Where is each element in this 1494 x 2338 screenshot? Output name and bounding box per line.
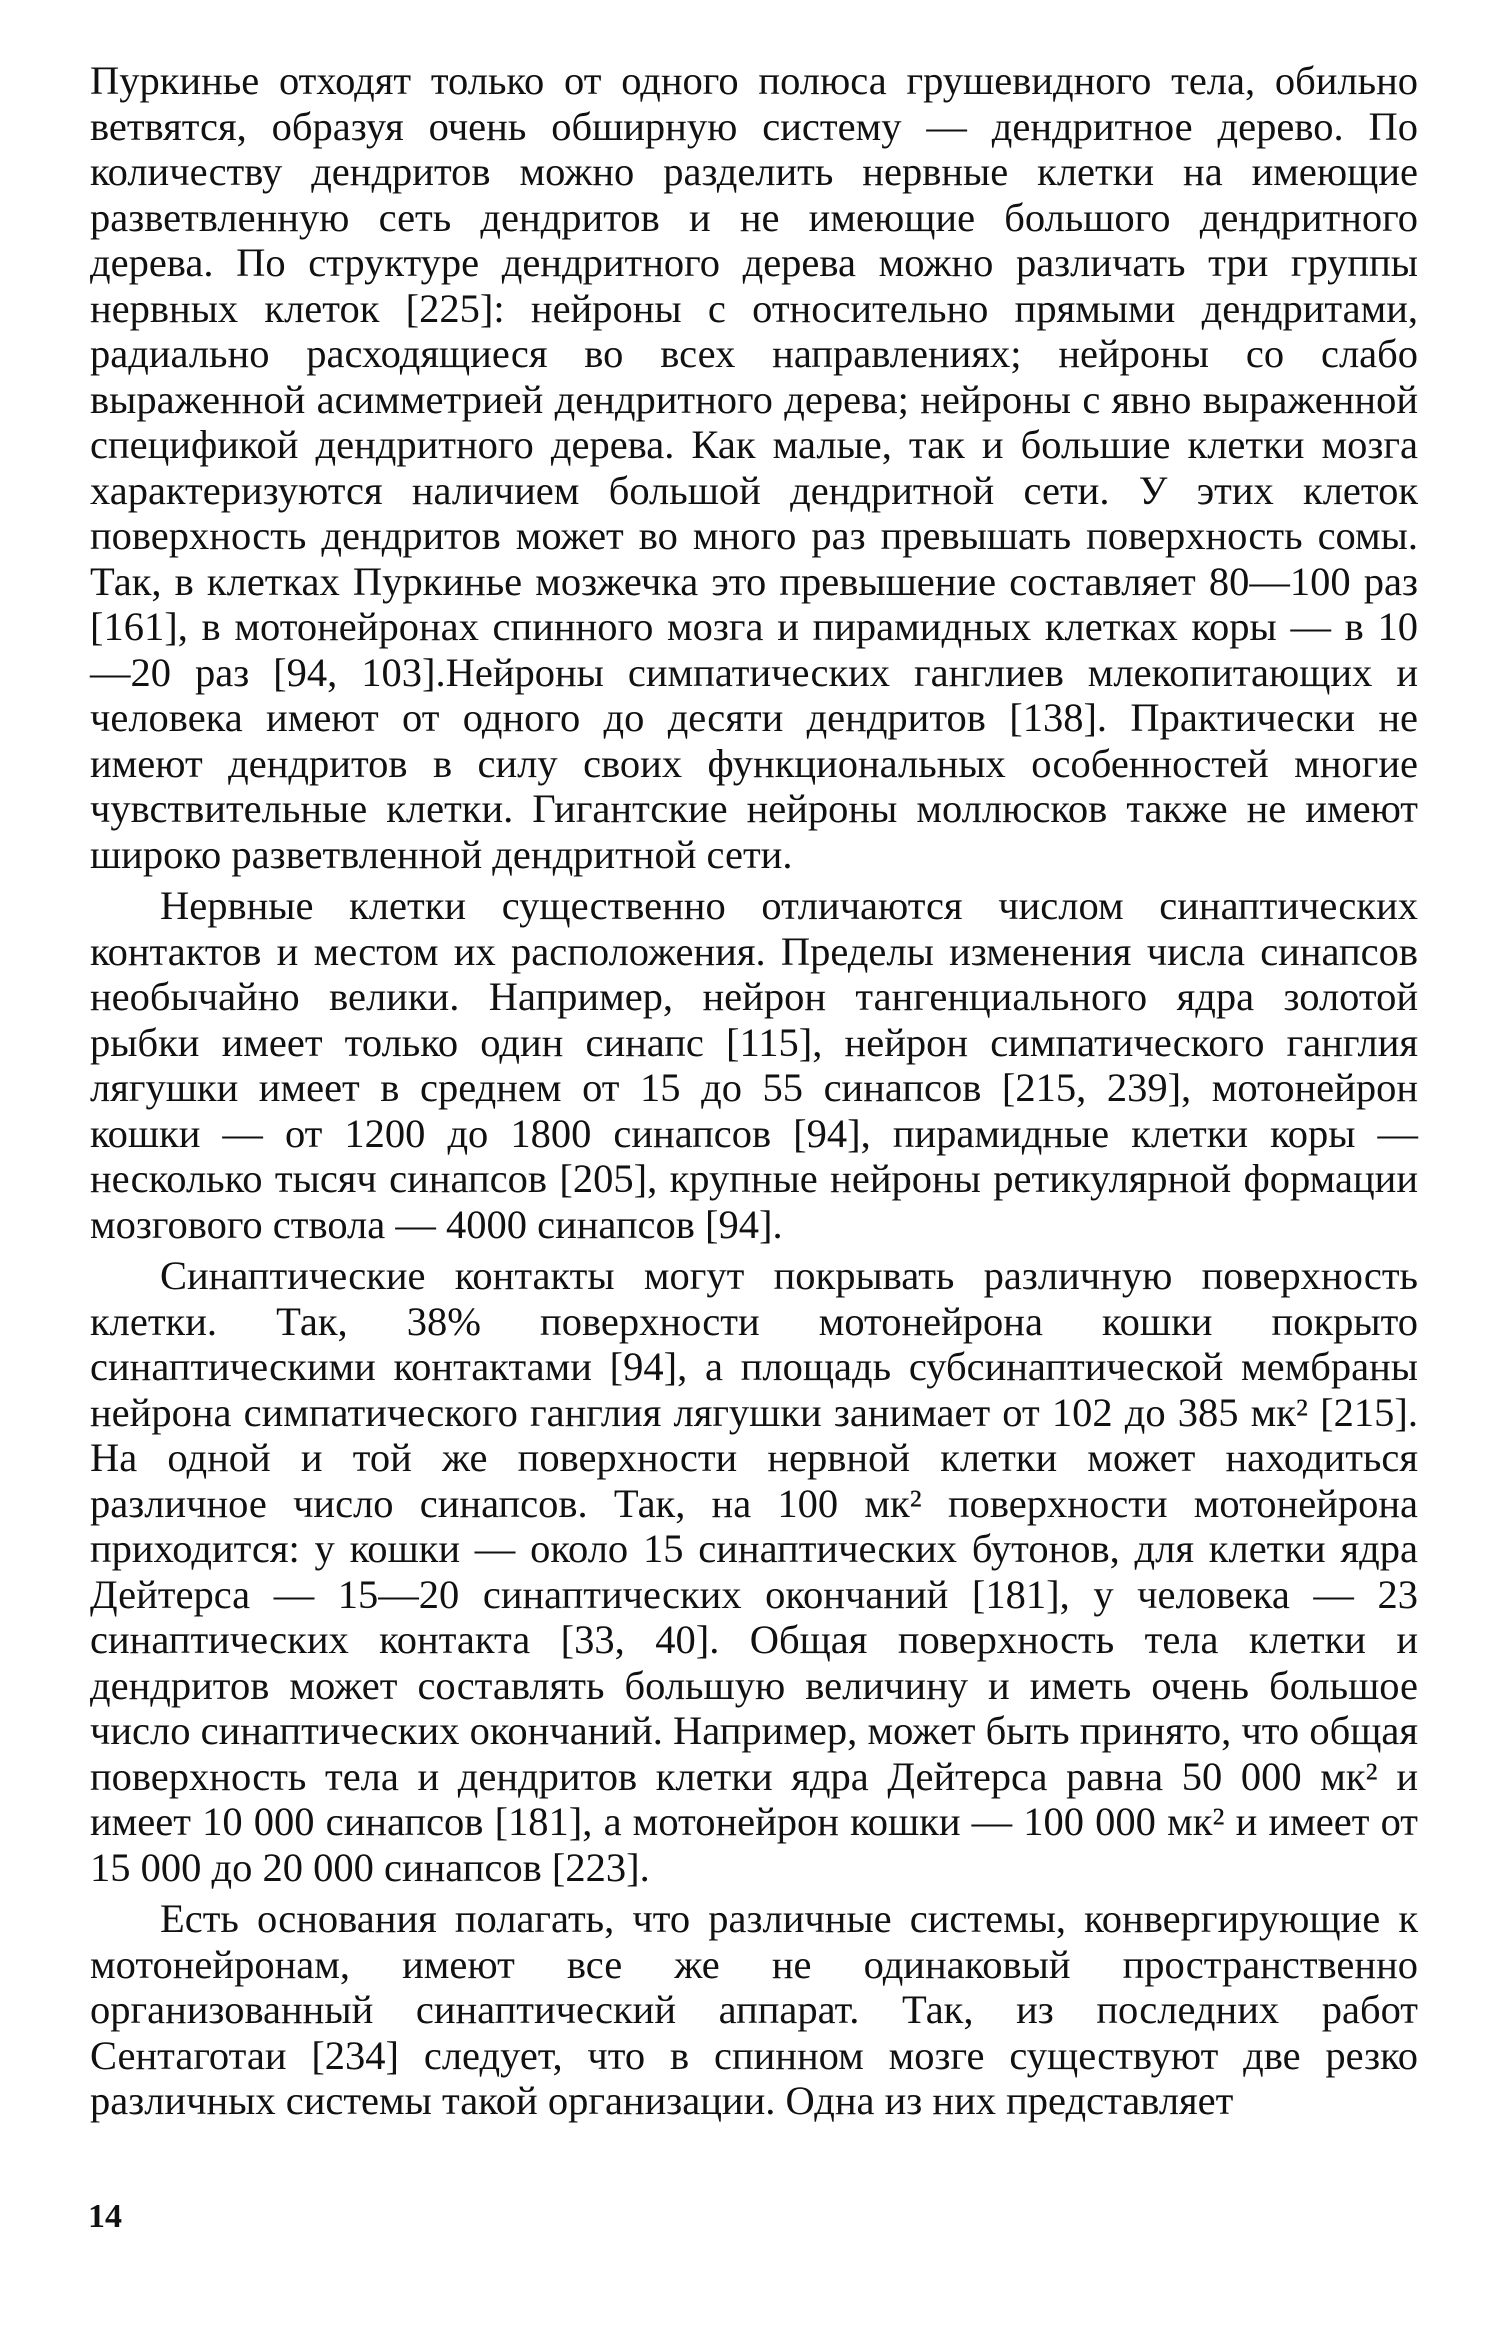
- paragraph-2: Нервные клетки существенно отличаются числом синаптических контактов и местом их расположения. Пределы изменения числа синапсов необычайно велики. Например, нейрон тангенциального ядра золотой рыбки имеет только один синапс [115], нейрон симпатического ганглия лягушки имеет в среднем от 15 до 55 синапсов [215, 239], мотонейрон кошки — от 1200 до 1800 синапсов [94], пирамидные клетки коры — несколько тысяч синапсов [205], крупные нейроны ретикулярной формации мозгового ствола — 4000 синапсов [94].: [90, 883, 1418, 1247]
- page-number: 14: [88, 2198, 122, 2235]
- page-body: [90, 58, 1418, 2124]
- paragraph-4: Есть основания полагать, что различные системы, конвергирующие к мотонейронам, имеют все же не одинаковый пространственно организованный синаптический аппарат. Так, из последних работ Сентаготаи [234] следует, что в спинном мозге существуют две резко различных системы такой организации. Одна из них представляет: [90, 1896, 1418, 2123]
- paragraph-1: Пуркинье отходят только от одного полюса грушевидного тела, обильно ветвятся, образуя очень обширную систему — дендритное дерево. По количеству дендритов можно разделить нервные клетки на имеющие разветвленную сеть дендритов и не имеющие большого дендритного дерева. По структуре дендритного дерева можно различать три группы нервных клеток [225]: нейроны с относительно прямыми дендритами, радиально расходящиеся во всех направлениях; нейроны со слабо выраженной асимметрией дендритного дерева; нейроны с явно выраженной спецификой дендритного дерева. Как малые, так и большие клетки мозга характеризуются наличием большой дендритной сети. У этих клеток поверхность дендритов может во много раз превышать поверхность сомы. Так, в клетках Пуркинье мозжечка это превышение составляет 80—100 раз [161], в мотонейронах спинного мозга и пирамидных клетках коры — в 10—20 раз [94, 103].Нейроны симпатических ганглиев млекопитающих и человека имеют от одного до десяти дендритов [138]. Практически не имеют дендритов в силу своих функциональных особенностей многие чувствительные клетки. Гигантские нейроны моллюсков также не имеют широко разветвленной дендритной сети.: [90, 58, 1418, 877]
- paragraph-3: Синаптические контакты могут покрывать различную поверхность клетки. Так, 38% поверхности мотонейрона кошки покрыто синаптическими контактами [94], а площадь субсинаптической мембраны нейрона симпатического ганглия лягушки занимает от 102 до 385 мк² [215]. На одной и той же поверхности нервной клетки может находиться различное число синапсов. Так, на 100 мк² поверхности мотонейрона приходится: у кошки — около 15 синаптических бутонов, для клетки ядра Дейтерса — 15—20 синаптических окончаний [181], у человека — 23 синаптических контакта [33, 40]. Общая поверхность тела клетки и дендритов может составлять большую величину и иметь очень большое число синаптических окончаний. Например, может быть принято, что общая поверхность тела и дендритов клетки ядра Дейтерса равна 50 000 мк² и имеет 10 000 синапсов [181], а мотонейрон кошки — 100 000 мк² и имеет от 15 000 до 20 000 синапсов [223].: [90, 1253, 1418, 1890]
